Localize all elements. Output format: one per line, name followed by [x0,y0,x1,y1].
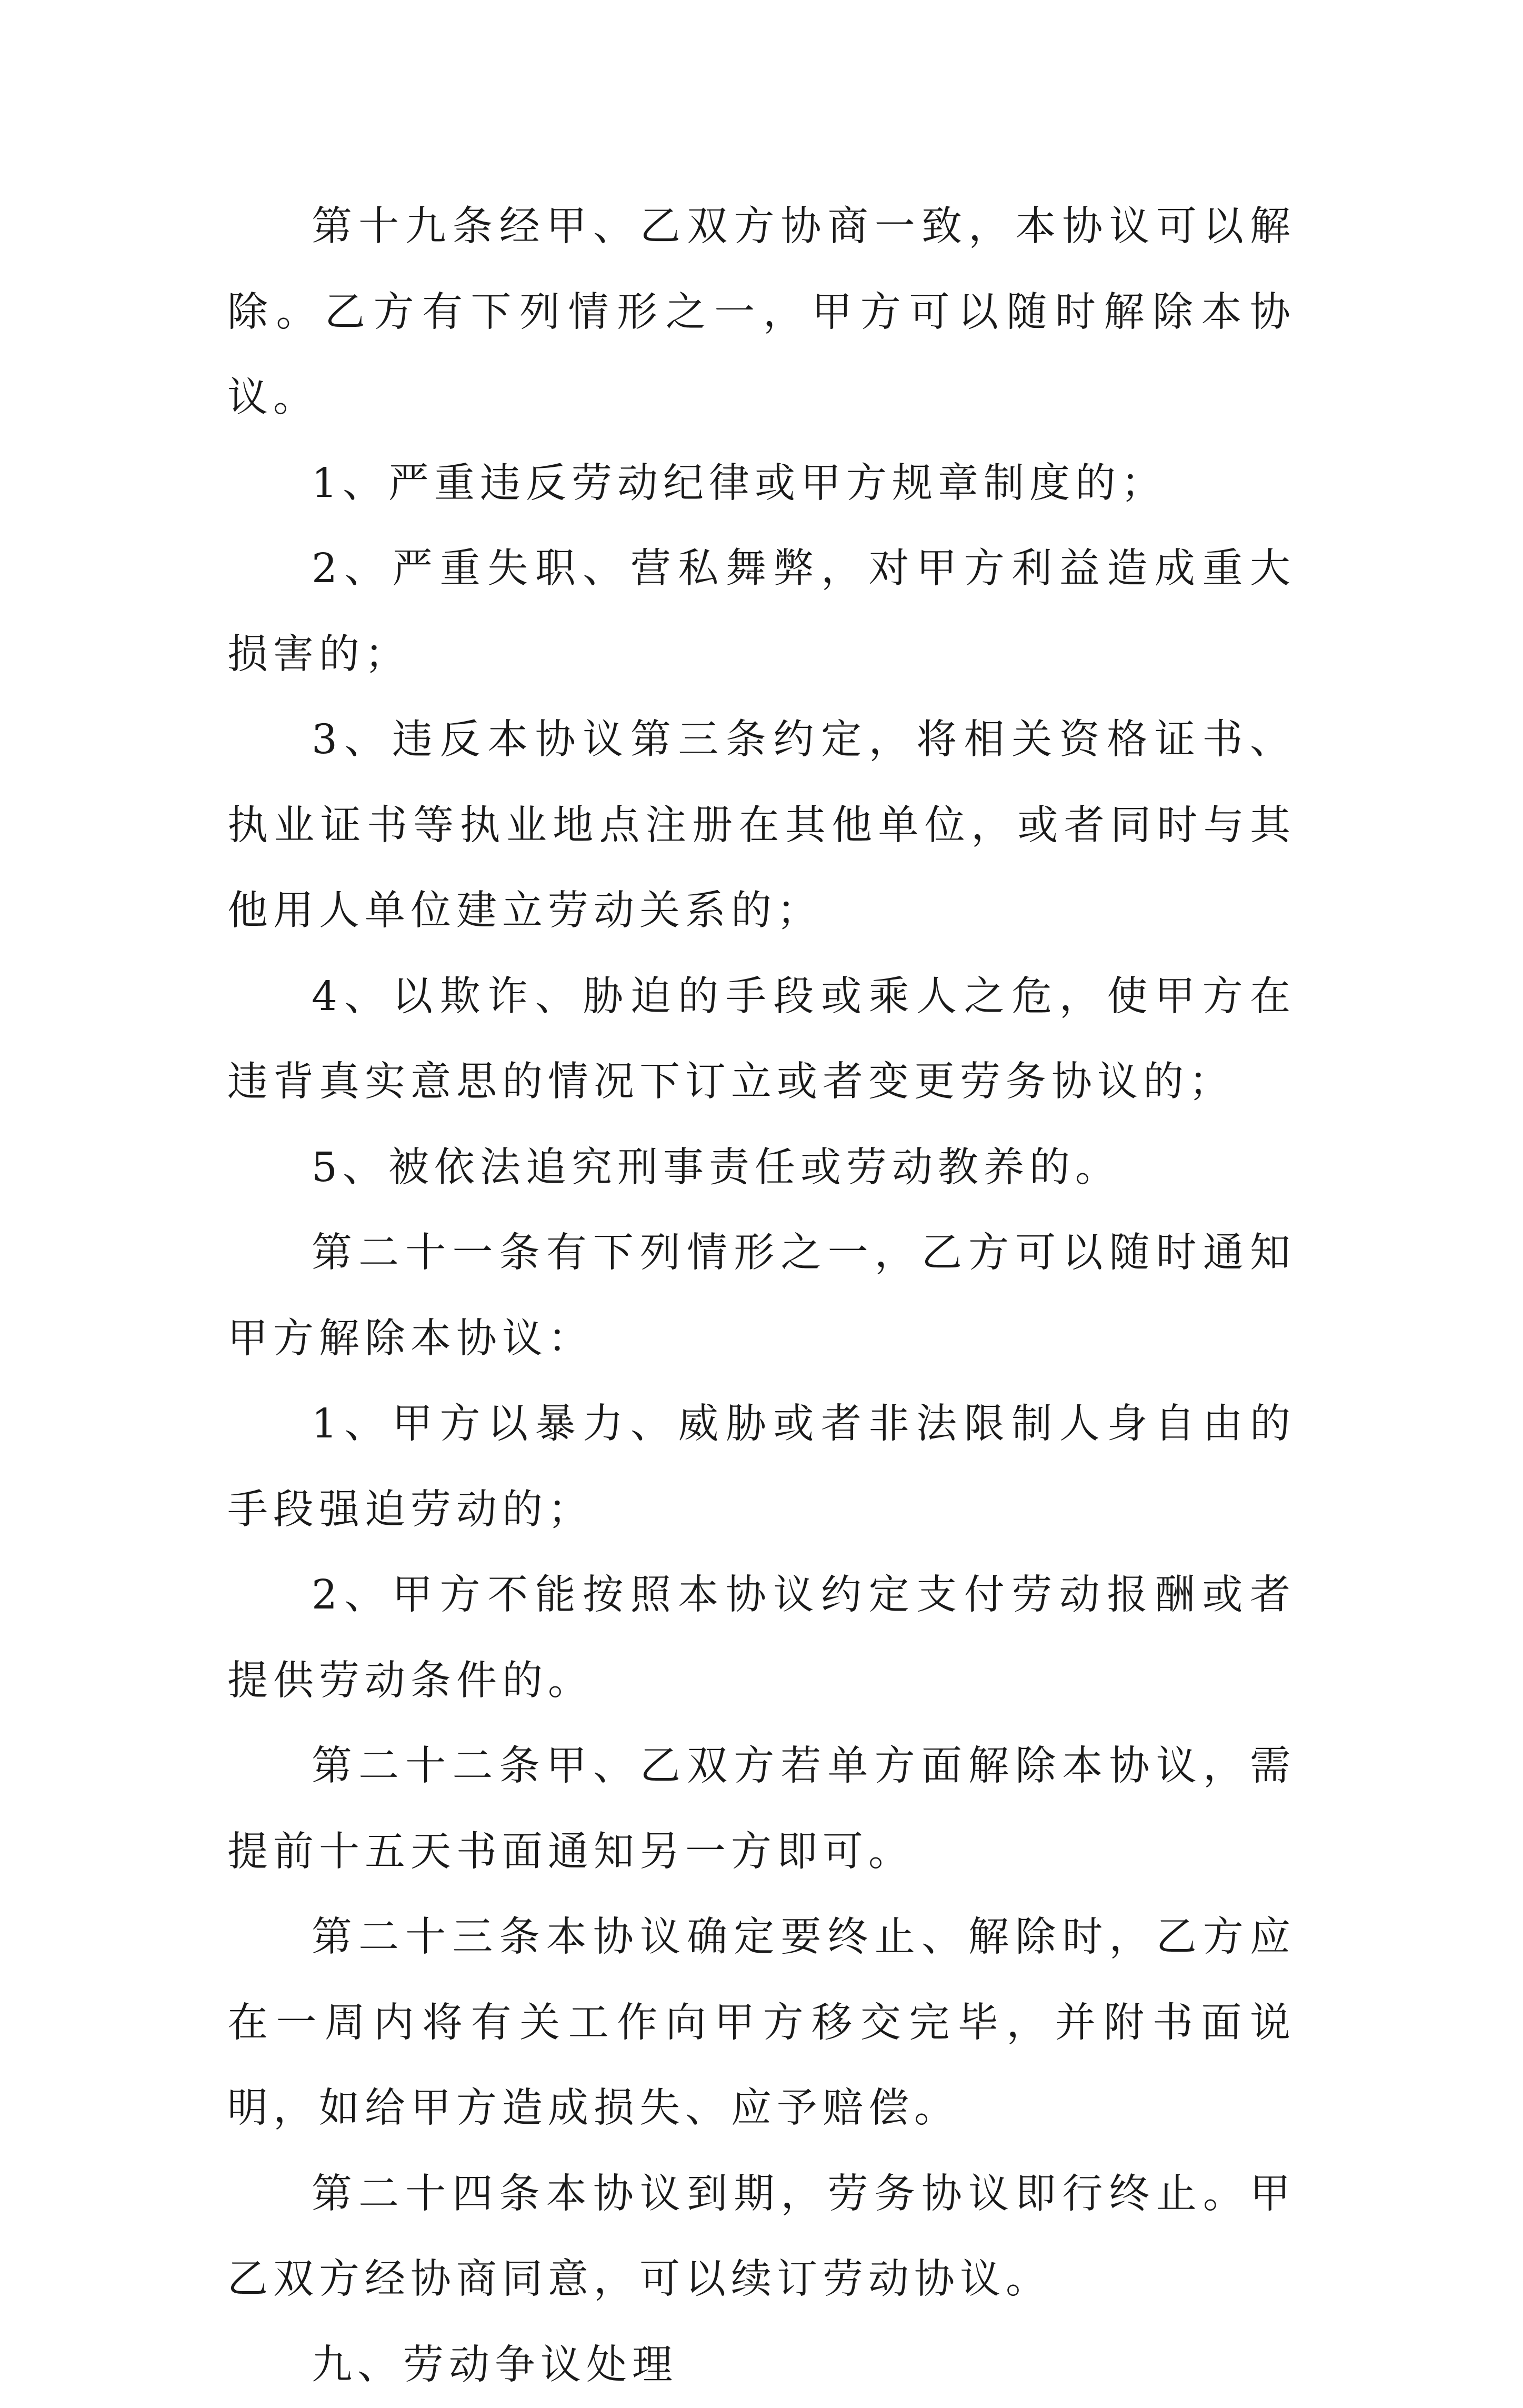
article-23-paragraph: 第二十三条本协议确定要终止、解除时，乙方应在一周内将有关工作向甲方移交完毕，并附书面说明，如给甲方造成损失、应予赔偿。 [227,1895,1296,2152]
article-19-paragraph: 第十九条经甲、乙双方协商一致，本协议可以解除。乙方有下列情形之一，甲方可以随时解除本协议。 [227,184,1296,441]
list-item-4: 4、以欺诈、胁迫的手段或乘人之危，使甲方在违背真实意思的情况下订立或者变更劳务协议的； [227,954,1296,1125]
article-22-paragraph: 第二十二条甲、乙双方若单方面解除本协议，需提前十五天书面通知另一方即可。 [227,1724,1296,1895]
article-21-paragraph: 第二十一条有下列情形之一，乙方可以随时通知甲方解除本协议： [227,1211,1296,1382]
list-item-1: 1、严重违反劳动纪律或甲方规章制度的； [227,441,1296,527]
list-item-5: 5、被依法追究刑事责任或劳动教养的。 [227,1125,1296,1211]
list-item-3: 3、违反本协议第三条约定，将相关资格证书、执业证书等执业地点注册在其他单位，或者同时与其他用人单位建立劳动关系的； [227,697,1296,954]
article-24-paragraph: 第二十四条本协议到期，劳务协议即行终止。甲乙双方经协商同意，可以续订劳动协议。 [227,2152,1296,2323]
article-21-item-1: 1、甲方以暴力、威胁或者非法限制人身自由的手段强迫劳动的； [227,1382,1296,1553]
list-item-2: 2、严重失职、营私舞弊，对甲方利益造成重大损害的； [227,526,1296,697]
article-21-item-2: 2、甲方不能按照本协议约定支付劳动报酬或者提供劳动条件的。 [227,1553,1296,1724]
document-body [227,184,1296,2408]
section-9-heading: 九、劳动争议处理 [227,2323,1296,2408]
